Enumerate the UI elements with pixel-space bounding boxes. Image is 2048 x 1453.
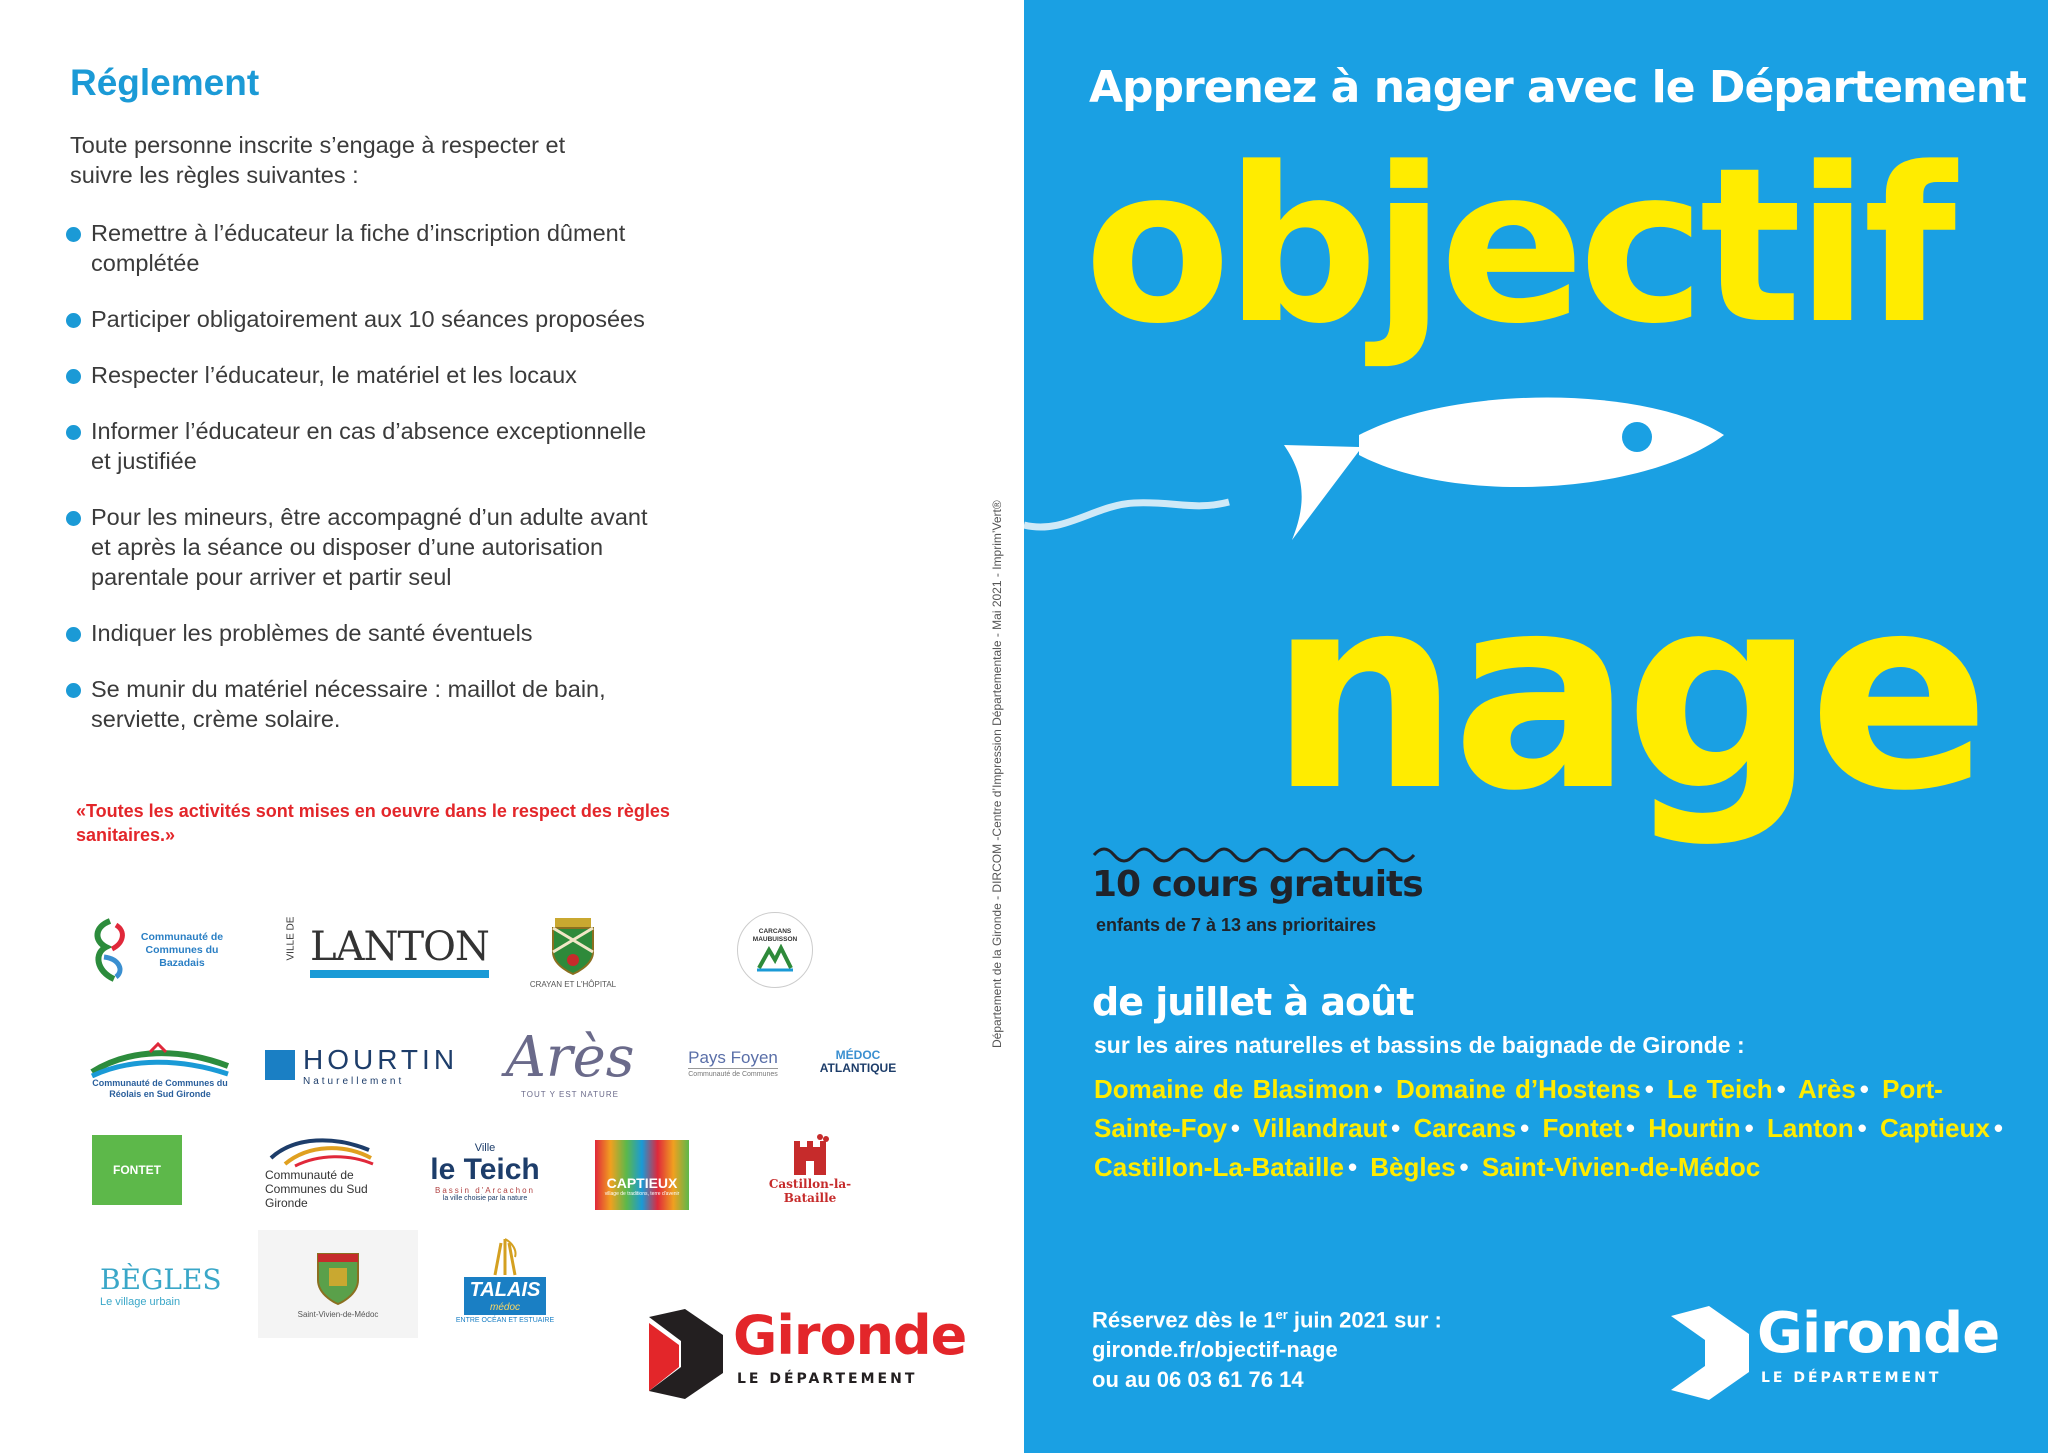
rule-item: Se munir du matériel nécessaire : maillot de bain, serviette, crème solaire. [64,674,664,734]
place: Bègles [1370,1152,1456,1182]
place: Domaine d’Hostens [1395,1074,1641,1104]
logo-ares [495,1015,645,1110]
rule-item: Remettre à l’éducateur la fiche d’inscription dûment complétée [64,218,664,278]
reolais-icon [90,1042,230,1078]
booking-date: Réservez dès le 1er juin 2021 sur : [1092,1307,1442,1333]
carcans-icon [755,944,795,972]
bullet-icon [66,683,81,698]
booking-info [1092,1300,1442,1395]
bullet-icon [66,425,81,440]
logo-stvivien [258,1230,418,1338]
sudgironde-icon [265,1132,375,1168]
wave-icon [1092,843,1426,863]
bullet-icon [66,313,81,328]
rule-item: Pour les mineurs, être accompagné d’un adulte avant et après la séance ou disposer d’une autorisation parentale pour arriver et partir seul [64,502,664,592]
logo-captieux [595,1140,689,1210]
rule-item: Participer obligatoirement aux 10 séances proposées [64,304,664,334]
sanitary-note: «Toutes les activités sont mises en oeuvre dans le respect des règles sanitaires.» [76,801,670,845]
bullet-icon [66,227,81,242]
place: Hourtin [1648,1113,1741,1143]
captieux-text: CAPTIEUX [606,1175,678,1191]
logo-hourtin [265,1040,465,1090]
tagline: Apprenez à nager avec le Département [1089,62,2027,113]
gironde-icon [645,1309,727,1399]
crest-icon [549,916,597,976]
place: Lanton [1767,1113,1854,1143]
medoc-text-1: MÉDOC [835,1048,881,1062]
lanton-prefix: VILLE DE [285,916,297,960]
place: Carcans [1413,1113,1517,1143]
rule-item: Indiquer les problèmes de santé éventuels [64,618,664,648]
medoc-text-2: ATLANTIQUE [819,1061,897,1075]
teich-text: le Teich [430,1153,540,1186]
reolais-text: Communauté de Communes du Réolais en Sud Gironde [92,1078,228,1099]
right-panel [1024,0,2048,1453]
talais-text: TALAIS [469,1278,541,1301]
gironde-wordmark: Gironde [1757,1301,2000,1366]
logo-lanton [282,916,489,984]
teich-prefix: Ville [474,1142,496,1154]
logo-talais [440,1235,570,1325]
gironde-logo-right [1669,1302,2009,1402]
carcans-text: CARCANS MAUBUISSON [752,928,798,943]
fish-eye [1622,422,1652,452]
place: Villandraut [1253,1113,1388,1143]
castillon-text: Castillon-la-Bataille [768,1177,852,1205]
castle-icon [790,1133,830,1177]
gironde-wordmark: Gironde [733,1304,967,1367]
crayan-text: CRAYAN ET L'HÔPITAL [529,980,617,989]
fish-tail [1284,445,1362,540]
print-credit: Département de la Gironde - DIRCOM -Centre d’Impression Départementale - Mai 2021 - Imprim’Vert® [990,500,1004,1048]
booking-phone: ou au 06 03 61 76 14 [1092,1367,1304,1393]
crest-icon [315,1250,361,1306]
logo-fontet [92,1135,182,1205]
bullet-icon [66,511,81,526]
place: Domaine de Blasimon [1094,1074,1370,1104]
place: Port-Sainte-Foy [1094,1074,1943,1143]
rules-title: Réglement [70,62,260,103]
fish-illustration [1024,395,2048,555]
place: Castillon-La-Bataille [1094,1152,1344,1182]
rules-intro: Toute personne inscrite s’engage à respecter et suivre les règles suivantes : [70,132,566,188]
logo-reolais [85,1035,235,1107]
logo-castillon [745,1128,875,1210]
teich-sub-2: la ville choisie par la nature [442,1195,528,1202]
logo-medoc [818,1038,898,1086]
talais-icon [475,1237,535,1277]
place: Le Teich [1667,1074,1773,1104]
hourtin-sub: Naturellement [303,1075,405,1087]
rule-item: Respecter l’éducateur, le matériel et les locaux [64,360,664,390]
water-line [1024,502,1229,527]
rules-list [64,218,664,760]
ares-text: Arès [505,1025,635,1090]
age-priority: enfants de 7 à 13 ans prioritaires [1096,915,1377,935]
begles-sub: Le village urbain [100,1295,181,1308]
bullet-icon [66,627,81,642]
place: Arès [1797,1074,1856,1104]
logo-sudgironde [265,1130,380,1212]
talais-sub: ENTRE OCÉAN ET ESTUAIRE [455,1316,555,1324]
hourtin-icon [265,1050,295,1080]
logo-crayan [518,905,628,1000]
gironde-subtitle: LE DÉPARTEMENT [737,1371,918,1387]
begles-text: BÈGLES [100,1262,222,1296]
ares-sub: TOUT Y EST NATURE [521,1090,619,1099]
stvivien-text: Saint-Vivien-de-Médoc [297,1309,379,1319]
places-list: Domaine de Blasimon • Domaine d’Hostens • Le Teich • Arès • Port-Sainte-Foy • Villandraut • Carcans • Fontet • Hourtin • Lanton • Captieux • Castillon-La-Bataille • Bègles • Saint-Vivien-de-Médoc [1094,1074,2003,1182]
headline-nage: nage [1269,538,1983,850]
place: Saint-Vivien-de-Médoc [1481,1152,1761,1182]
hourtin-text: HOURTIN [303,1043,459,1075]
bazadais-text: Communauté de Communes du Bazadais [140,930,224,969]
fontet-text: FONTET [113,1163,161,1177]
bullet-icon [66,369,81,384]
fish-body [1359,398,1724,488]
gironde-icon [1669,1306,1751,1400]
teich-sub-1: Bassin d'Arcachon [434,1186,535,1195]
rule-item: Informer l’éducateur en cas d’absence exceptionnelle et justifiée [64,416,664,476]
logo-bazadais [90,915,240,985]
bazadais-icon [90,917,132,983]
headline-objectif: objectif [1084,122,1951,371]
logo-carcans [735,910,815,990]
captieux-sub: village de traditions, terre d'avenir [604,1191,680,1197]
lanton-text: LANTON [310,924,489,970]
period: de juillet à août [1092,980,1414,1024]
gironde-subtitle: LE DÉPARTEMENT [1761,1370,1942,1386]
logo-teich [420,1128,550,1216]
gironde-logo-left [645,1305,965,1400]
talais-script: médoc [489,1301,520,1313]
booking-url[interactable]: gironde.fr/objectif-nage [1092,1337,1338,1363]
sudgironde-text: Communauté de Communes du Sud Gironde [265,1168,368,1210]
paysfoyen-text: Pays Foyen [688,1048,778,1067]
logo-begles [100,1255,240,1315]
free-lessons: 10 cours gratuits [1092,864,1423,905]
paysfoyen-sub: Communauté de Communes [688,1068,778,1078]
logo-paysfoyen [668,1040,798,1086]
place: Fontet [1542,1113,1622,1143]
place: Captieux [1880,1113,1990,1143]
location-intro: sur les aires naturelles et bassins de baignade de Gironde : [1094,1032,1745,1058]
